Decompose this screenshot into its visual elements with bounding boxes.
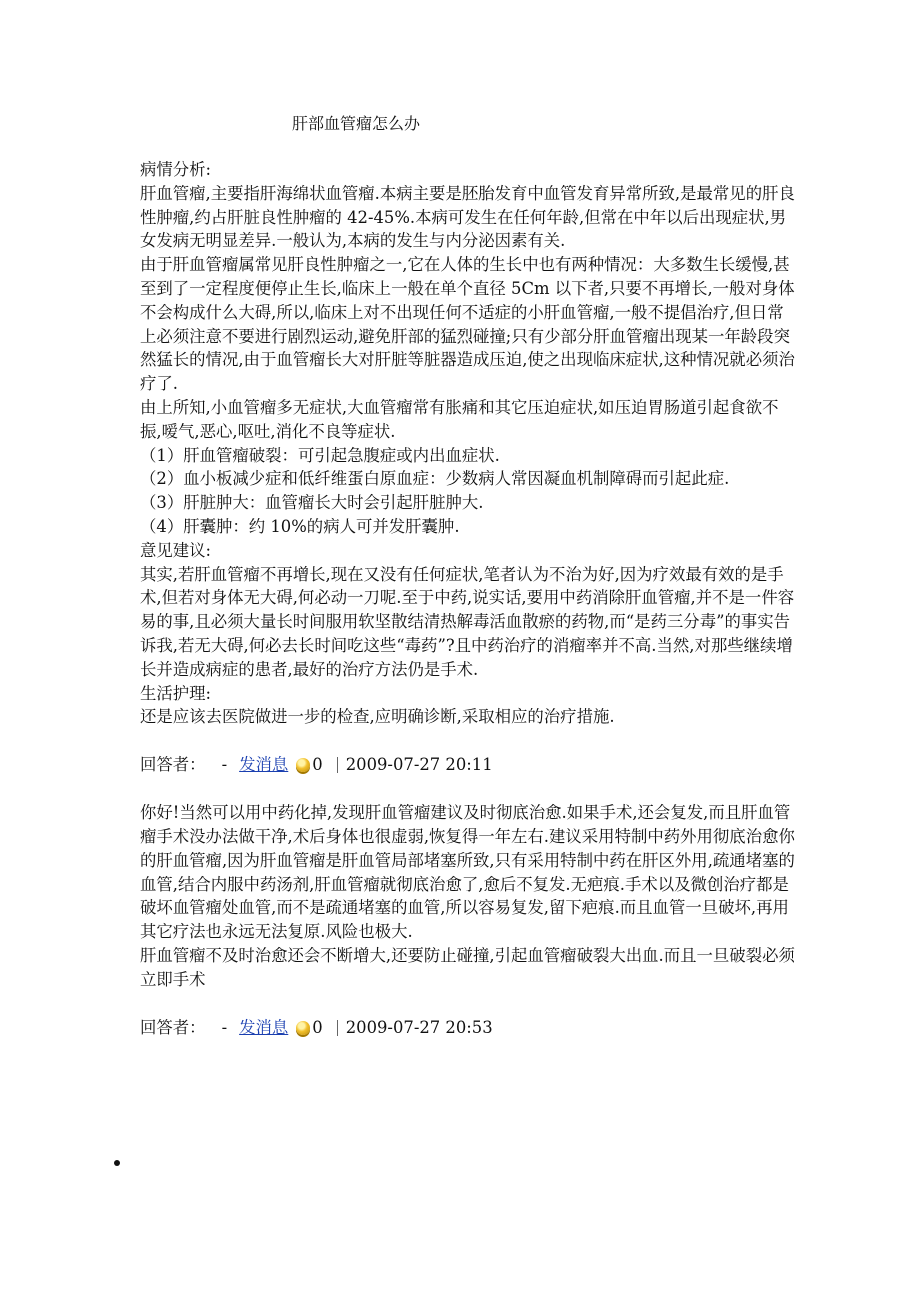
answerer-dash: - <box>221 755 228 775</box>
send-message-link[interactable]: 发消息 <box>239 755 289 775</box>
coin-count: 0 <box>312 755 323 775</box>
analysis-heading: 病情分析: <box>140 160 212 179</box>
answer-timestamp: 2009-07-27 20:11 <box>345 755 493 775</box>
analysis-paragraph: （4）肝囊肿：约 10%的病人可并发肝囊肿. <box>140 516 460 536</box>
document-title: 肝部血管瘤怎么办 <box>292 114 421 133</box>
answerer-dash: - <box>221 1017 228 1037</box>
section-gap <box>140 777 800 801</box>
document-content <box>140 158 800 1040</box>
advice-paragraph: 其实,若肝血管瘤不再增长,现在又没有任何症状,笔者认为不治为好,因为疗效最有效的是手术,但若对身体无大碍,何必动一刀呢.至于中药,说实话,要用中药消除肝血管瘤,并不是一件容易的事,且必须大量长时间服用软坚散结清热解毒活血散瘀的药物,而“是药三分毒”的事实告诉我,若无大碍,何必去长时间吃这些“毒药”?且中药治疗的消瘤率并不高.当然,对那些继续增长并造成病症的患者,最好的治疗方法仍是手术. <box>140 564 795 679</box>
separator-bar <box>337 757 338 773</box>
analysis-paragraph: 肝血管瘤,主要指肝海绵状血管瘤.本病主要是胚胎发育中血管发育异常所致,是最常见的肝良性肿瘤,约占肝脏良性肿瘤的 42-45%.本病可发生在任何年龄,但常在中年以后出现症状,男女发病无明显差异.一般认为,本病的发生与内分泌因素有关. <box>140 183 795 251</box>
coin-icon <box>296 758 310 772</box>
reply-paragraph: 肝血管瘤不及时治愈还会不断增大,还要防止碰撞,引起血管瘤破裂大出血.而且一旦破裂必须立即手术 <box>140 945 795 989</box>
coin-icon <box>296 1021 310 1035</box>
answer-timestamp: 2009-07-27 20:53 <box>345 1017 493 1037</box>
reply-paragraph: 你好!当然可以用中药化掉,发现肝血管瘤建议及时彻底治愈.如果手术,还会复发,而且肝血管瘤手术没办法做干净,术后身体也很虚弱,恢复得一年左右.建议采用特制中药外用彻底治愈你的肝血管瘤,因为肝血管瘤是肝血管局部堵塞所致,只有采用特制中药在肝区外用,疏通堵塞的血管,结合内服中药汤剂,肝血管瘤就彻底治愈了,愈后不复发.无疤痕.手术以及微创治疗都是破坏血管瘤处血管,而不是疏通堵塞的血管,所以容易复发,留下疤痕.而且血管一旦破坏,再用其它疗法也永远无法复原.风险也极大. <box>140 803 795 942</box>
advice-heading: 意见建议: <box>140 540 212 560</box>
analysis-paragraph: （1）肝血管瘤破裂：可引起急腹症或内出血症状. <box>140 445 500 465</box>
analysis-paragraph: 由于肝血管瘤属常见肝良性肿瘤之一,它在人体的生长中也有两种情况：大多数生长缓慢,甚至到了一定程度便停止生长,临床上一般在单个直径 5Cm 以下者,只要不再增长,一般对身体不会构成什么大碍,所以,临床上对不出现任何不适症的小肝血管瘤,一般不提倡治疗,但日常上必须注意不要进行剧烈运动,避免肝部的猛烈碰撞;只有少部分肝血管瘤出现某一年龄段突然猛长的情况,由于血管瘤长大对肝脏等脏器造成压迫,使之出现临床症状,这种情况就必须治疗了. <box>140 255 795 394</box>
analysis-paragraph: （2）血小板减少症和低纤维蛋白原血症：少数病人常因凝血机制障碍而引起此症. <box>140 469 730 489</box>
care-heading: 生活护理: <box>140 683 212 703</box>
analysis-paragraph: （3）肝脏肿大：血管瘤长大时会引起肝脏肿大. <box>140 493 484 513</box>
send-message-link[interactable]: 发消息 <box>239 1017 289 1037</box>
coin-count: 0 <box>312 1017 323 1037</box>
answerer-label: 回答者： <box>140 1017 206 1037</box>
answer-row-2 <box>140 1016 800 1040</box>
section-gap <box>140 729 800 753</box>
answerer-label: 回答者： <box>140 755 206 775</box>
care-paragraph: 还是应该去医院做进一步的检查,应明确诊断,采取相应的治疗措施. <box>140 707 615 727</box>
list-bullet <box>114 1160 120 1166</box>
separator-bar <box>337 1020 338 1036</box>
answer-row-1 <box>140 753 800 777</box>
analysis-paragraph: 由上所知,小血管瘤多无症状,大血管瘤常有胀痛和其它压迫症状,如压迫胃肠道引起食欲不振,嗳气,恶心,呕吐,消化不良等症状. <box>140 397 779 441</box>
section-gap <box>140 992 800 1016</box>
